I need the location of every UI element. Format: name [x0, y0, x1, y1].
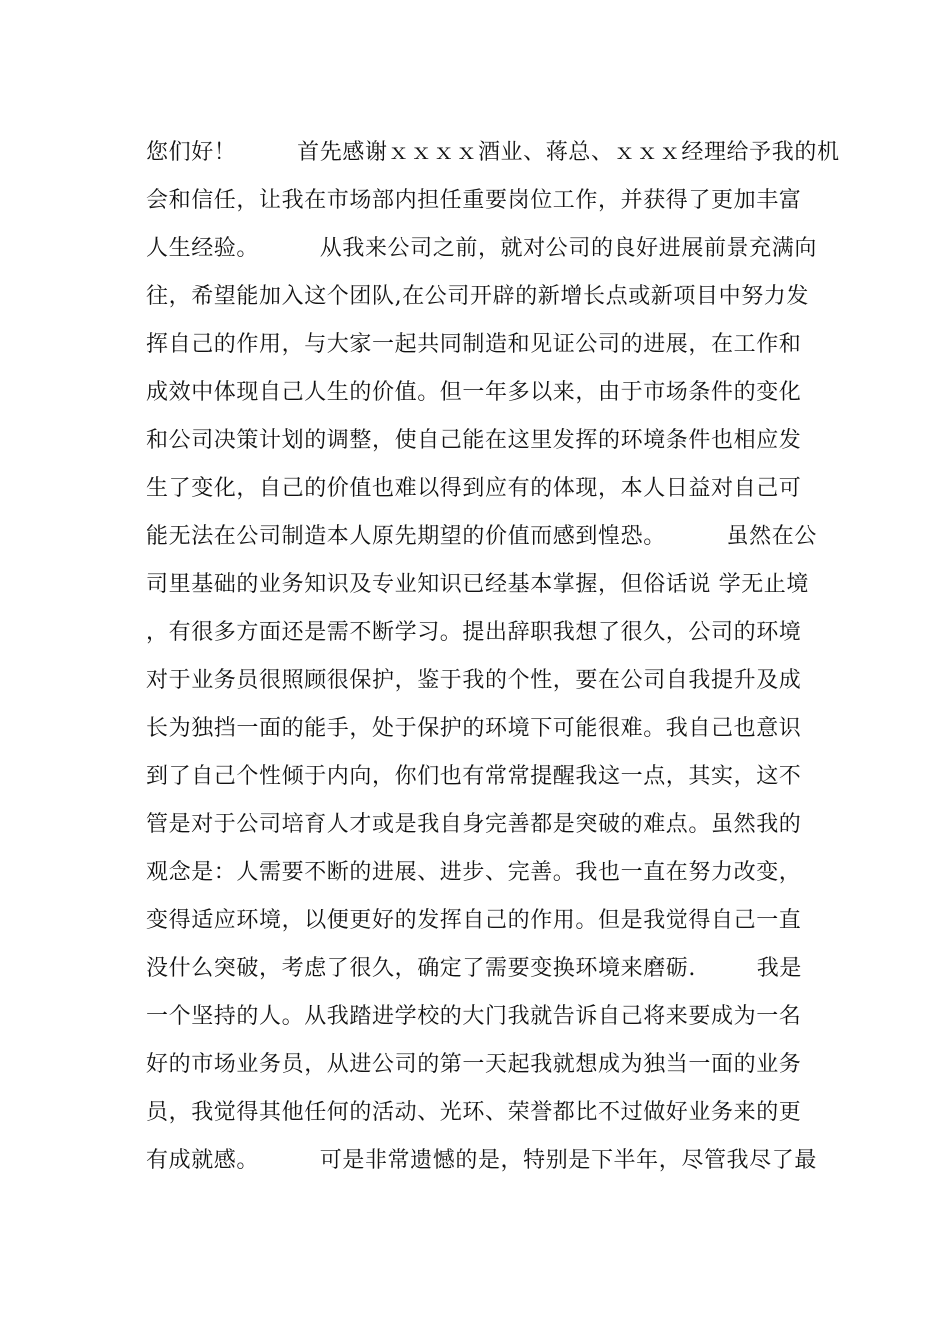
text-line: 员，我觉得其他任何的活动、光环、荣誉都比不过做好业务来的更	[146, 1100, 802, 1125]
body-text	[146, 133, 840, 1189]
text-line: 一个坚持的人。从我踏进学校的大门我就告诉自己将来要成为一名	[146, 1004, 802, 1029]
text-line: 人生经验。 从我来公司之前，就对公司的良好进展前景充满向	[146, 236, 817, 261]
text-line: 司里基础的业务知识及专业知识已经基本掌握，但俗话说 学无止境	[146, 572, 809, 597]
text-line: 观念是：人需要不断的进展、进步、完善。我也一直在努力改变，	[146, 860, 802, 885]
text-line: 长为独挡一面的能手，处于保护的环境下可能很难。我自己也意识	[146, 716, 802, 741]
text-line: 挥自己的作用，与大家一起共同制造和见证公司的进展，在工作和	[146, 332, 802, 357]
text-line: 会和信任，让我在市场部内担任重要岗位工作，并获得了更加丰富	[146, 188, 802, 213]
text-line: 有成就感。 可是非常遗憾的是，特别是下半年，尽管我尽了最	[146, 1148, 817, 1173]
text-line: 成效中体现自己人生的价值。但一年多以来，由于市场条件的变化	[146, 380, 802, 405]
text-line: 管是对于公司培育人才或是我自身完善都是突破的难点。虽然我的	[146, 812, 802, 837]
text-line: 没什么突破，考虑了很久，确定了需要变换环境来磨砺. 我是	[146, 956, 802, 981]
text-line: 好的市场业务员，从进公司的第一天起我就想成为独当一面的业务	[146, 1052, 802, 1077]
text-line: 和公司决策计划的调整，使自己能在这里发挥的环境条件也相应发	[146, 428, 802, 453]
text-line: ，有很多方面还是需不断学习。提出辞职我想了很久，公司的环境	[146, 620, 802, 645]
text-line: 能无法在公司制造本人原先期望的价值而感到惶恐。 虽然在公	[146, 524, 817, 549]
text-line: 往，希望能加入这个团队,在公司开辟的新增长点或新项目中努力发	[146, 284, 809, 309]
text-line: 生了变化，自己的价值也难以得到应有的体现，本人日益对自己可	[146, 476, 802, 501]
text-line: 对于业务员很照顾很保护，鉴于我的个性，要在公司自我提升及成	[146, 668, 802, 693]
text-line: 到了自己个性倾于内向，你们也有常常提醒我这一点，其实，这不	[146, 764, 802, 789]
text-line: 变得适应环境，以便更好的发挥自己的作用。但是我觉得自己一直	[146, 908, 802, 933]
text-line: 您们好！ 首先感谢ｘｘｘｘ酒业、蒋总、ｘｘｘ经理给予我的机	[146, 140, 840, 165]
